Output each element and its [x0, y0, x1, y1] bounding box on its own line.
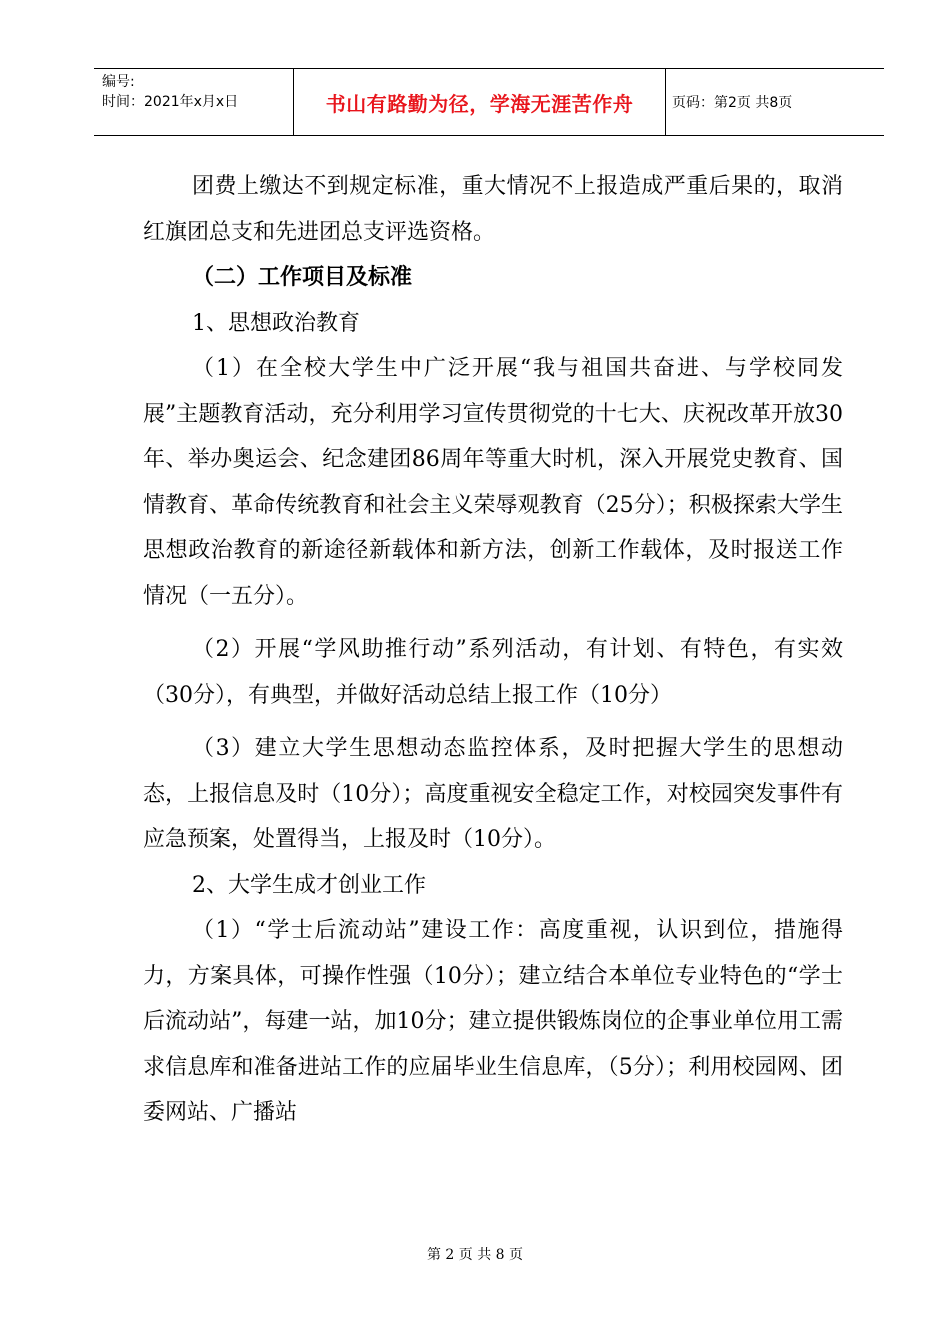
paragraph-item-2-1: （1）“学士后流动站”建设工作：高度重视，认识到位，措施得力，方案具体，可操作性强（10分）；建立结合本单位专业特色的“学士后流动站”，每建一站，加10分；建立提供锻炼岗位的企事业单位用工需求信息库和准备进站工作的应届毕业生信息库，（5分）；利用校园网、团委网站、广播站 — [143, 918, 843, 1125]
header-motto: 书山有路勤为径，学海无涯苦作舟 — [325, 91, 634, 116]
paragraph-item-1-3: （3）建立大学生思想动态监控体系，及时把握大学生的思想动态，上报信息及时（10分）；高度重视安全稳定工作，对校园突发事件有应急预案，处置得当，上报及时（10分）。 — [143, 736, 843, 852]
document-time-label: 时间：2021年x月x日 — [102, 94, 239, 110]
header-table — [94, 68, 884, 136]
header-motto-cell — [294, 69, 666, 135]
header-page-cell — [666, 69, 884, 135]
section-heading-work-items: （二）工作项目及标准 — [192, 264, 413, 290]
document-body — [143, 164, 843, 1136]
header-page-label: 页码：第2页 共8页 — [672, 95, 793, 111]
header-meta — [94, 69, 294, 135]
paragraph-penalty: 团费上缴达不到规定标准，重大情况不上报造成严重后果的，取消红旗团总支和先进团总支评选资格。 — [143, 174, 843, 245]
paragraph-item-1-1: （1）在全校大学生中广泛开展“我与祖国共奋进、与学校同发展”主题教育活动，充分利用学习宣传贯彻党的十七大、庆祝改革开放30年、举办奥运会、纪念建团86周年等重大时机，深入开展党史教育、国情教育、革命传统教育和社会主义荣辱观教育（25分）；积极探索大学生思想政治教育的新途径新载体和新方法，创新工作载体，及时报送工作情况（一五分）。 — [143, 356, 843, 609]
subsection-heading-career-work: 2、大学生成才创业工作 — [192, 872, 426, 898]
subsection-heading-ideological-education: 1、思想政治教育 — [192, 310, 360, 336]
document-number-label: 编号: — [102, 74, 135, 90]
paragraph-item-1-2: （2）开展“学风助推行动”系列活动，有计划、有特色，有实效（30分），有典型，并做好活动总结上报工作（10分） — [143, 637, 843, 708]
page-footer: 第 2 页 共 8 页 — [426, 1247, 524, 1263]
